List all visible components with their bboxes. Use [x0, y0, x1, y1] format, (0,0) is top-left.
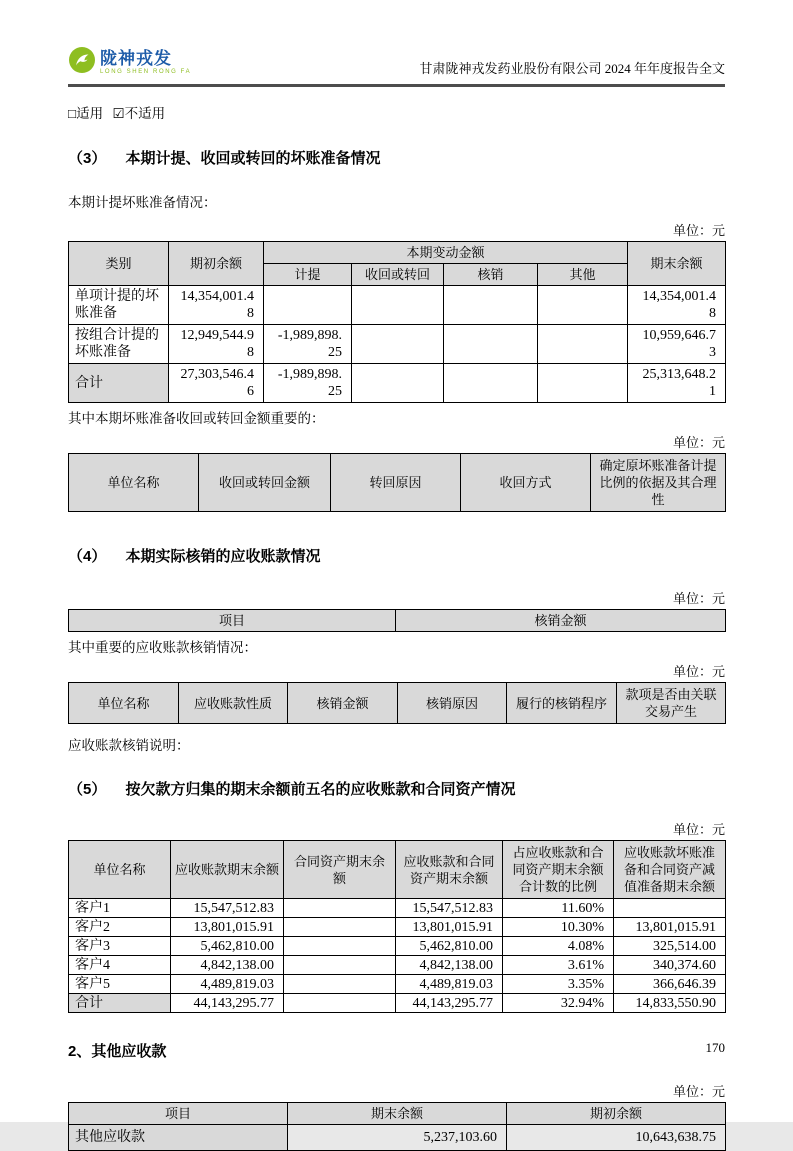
col-recover-amount: 收回或转回金额 — [199, 454, 331, 512]
row-category-total: 合计 — [69, 364, 169, 403]
col-other: 其他 — [538, 264, 628, 286]
cell-closing: 14,354,001.48 — [628, 286, 726, 325]
cell-customer: 客户1 — [69, 899, 171, 918]
cell-closing-value: 5,237,103.60 — [288, 1125, 507, 1151]
cell-value: 4,489,819.03 — [171, 975, 284, 994]
cell-other — [538, 325, 628, 364]
cell-value: 14,833,550.90 — [614, 994, 726, 1013]
unit-label: 单位：元 — [672, 435, 725, 450]
col-writeoff: 核销 — [444, 264, 538, 286]
section-4-note: 其中重要的应收账款核销情况： — [68, 640, 257, 655]
cell-customer: 客户3 — [69, 937, 171, 956]
section-heading-4 — [68, 545, 725, 566]
cell-percent: 11.60% — [503, 899, 614, 918]
cell-value: 15,547,512.83 — [171, 899, 284, 918]
table-header-row — [69, 610, 726, 632]
cell-value — [284, 994, 396, 1013]
section-3-number: （3） — [68, 150, 107, 167]
other-receivables-table — [68, 1102, 726, 1151]
cell-other — [538, 286, 628, 325]
cell-value: 5,462,810.00 — [171, 937, 284, 956]
col-closing-balance: 期末余额 — [288, 1103, 507, 1125]
report-header — [68, 46, 725, 87]
cell-closing: 25,313,648.21 — [628, 364, 726, 403]
logo-icon — [68, 46, 96, 79]
bad-debt-provision-table — [68, 241, 726, 403]
unit-label: 单位：元 — [672, 591, 725, 606]
recovery-reversal-table — [68, 453, 726, 512]
section-5-title: 按欠款方归集的期末余额前五名的应收账款和合同资产情况 — [125, 781, 516, 798]
cell-value — [284, 937, 396, 956]
col-opening-balance: 期初余额 — [169, 242, 264, 286]
col-receivable-nature: 应收账款性质 — [179, 683, 288, 724]
section-5-number: （5） — [68, 781, 107, 798]
actual-writeoff-table — [68, 609, 726, 632]
section-heading-5 — [68, 778, 725, 799]
cell-percent: 4.08% — [503, 937, 614, 956]
table-header-row — [69, 683, 726, 724]
row-category: 单项计提的坏账准备 — [69, 286, 169, 325]
col-reversal-reason: 转回原因 — [331, 454, 461, 512]
col-unit-name: 单位名称 — [69, 841, 171, 899]
table-row — [69, 1125, 726, 1151]
company-logo — [68, 46, 191, 79]
col-item: 项目 — [69, 610, 396, 632]
checkbox-applicable: □适用 — [68, 106, 104, 121]
cell-total-label: 合计 — [69, 994, 171, 1013]
cell-other — [538, 364, 628, 403]
cell-value: 13,801,015.91 — [396, 918, 503, 937]
cell-accrual — [264, 286, 352, 325]
cell-recover — [352, 286, 444, 325]
cell-value: 5,462,810.00 — [396, 937, 503, 956]
table-row — [69, 286, 726, 325]
cell-recover — [352, 325, 444, 364]
col-item: 项目 — [69, 1103, 288, 1125]
cell-writeoff — [444, 364, 538, 403]
unit-label: 单位：元 — [672, 664, 725, 679]
brand-text — [100, 50, 191, 75]
table-total-row — [69, 364, 726, 403]
cell-value: 4,842,138.00 — [396, 956, 503, 975]
cell-opening: 27,303,546.46 — [169, 364, 264, 403]
col-provision-closing: 应收账款坏账准备和合同资产减值准备期末余额 — [614, 841, 726, 899]
unit-label: 单位：元 — [672, 822, 725, 837]
col-accrual: 计提 — [264, 264, 352, 286]
col-pct-of-total: 占应收账款和合同资产期末余额合计数的比例 — [503, 841, 614, 899]
cell-percent: 3.35% — [503, 975, 614, 994]
cell-opening: 12,949,544.98 — [169, 325, 264, 364]
applicability-note — [68, 102, 725, 122]
table-header-row — [69, 454, 726, 512]
col-basis-rationale: 确定原坏账准备计提比例的依据及其合理性 — [591, 454, 726, 512]
row-category: 按组合计提的坏账准备 — [69, 325, 169, 364]
page-number: 170 — [705, 1040, 725, 1055]
table-row — [69, 325, 726, 364]
cell-value: 4,489,819.03 — [396, 975, 503, 994]
table-row — [69, 918, 726, 937]
cell-value: 340,374.60 — [614, 956, 726, 975]
cell-opening-value: 10,643,638.75 — [507, 1125, 726, 1151]
section-4-number: （4） — [68, 548, 107, 565]
cell-value — [284, 918, 396, 937]
cell-value — [284, 899, 396, 918]
table-row — [69, 956, 726, 975]
cell-value: 15,547,512.83 — [396, 899, 503, 918]
col-closing-balance: 期末余额 — [628, 242, 726, 286]
important-writeoff-table — [68, 682, 726, 724]
cell-customer: 客户4 — [69, 956, 171, 975]
cell-value: 44,143,295.77 — [171, 994, 284, 1013]
col-contract-asset-closing: 合同资产期末余额 — [284, 841, 396, 899]
col-unit-name: 单位名称 — [69, 683, 179, 724]
col-writeoff-reason: 核销原因 — [398, 683, 507, 724]
cell-percent: 3.61% — [503, 956, 614, 975]
table-row — [69, 899, 726, 918]
col-combined-closing: 应收账款和合同资产期末余额 — [396, 841, 503, 899]
cell-value — [284, 975, 396, 994]
cell-item-label: 其他应收款 — [69, 1125, 288, 1151]
cell-closing: 10,959,646.73 — [628, 325, 726, 364]
cell-accrual: -1,989,898.25 — [264, 325, 352, 364]
col-opening-balance: 期初余额 — [507, 1103, 726, 1125]
cell-writeoff — [444, 286, 538, 325]
cell-accrual: -1,989,898.25 — [264, 364, 352, 403]
brand-name-cn: 陇神戎发 — [100, 49, 172, 68]
unit-label: 单位：元 — [672, 1084, 725, 1099]
cell-percent: 10.30% — [503, 918, 614, 937]
cell-value — [284, 956, 396, 975]
col-writeoff-amount: 核销金额 — [288, 683, 398, 724]
cell-value: 44,143,295.77 — [396, 994, 503, 1013]
col-receivable-closing: 应收账款期末余额 — [171, 841, 284, 899]
section-3-title: 本期计提、收回或转回的坏账准备情况 — [125, 150, 381, 167]
cell-value: 4,842,138.00 — [171, 956, 284, 975]
cell-value — [614, 899, 726, 918]
col-unit-name: 单位名称 — [69, 454, 199, 512]
top5-receivables-table — [68, 840, 726, 1013]
cell-value: 13,801,015.91 — [614, 918, 726, 937]
col-writeoff-procedure: 履行的核销程序 — [507, 683, 617, 724]
table-total-row — [69, 994, 726, 1013]
table-header-row — [69, 1103, 726, 1125]
col-change-group: 本期变动金额 — [264, 242, 628, 264]
cell-value: 325,514.00 — [614, 937, 726, 956]
section-4-footnote: 应收账款核销说明： — [68, 738, 190, 753]
col-writeoff-amount: 核销金额 — [396, 610, 726, 632]
col-recover: 收回或转回 — [352, 264, 444, 286]
doc-title: 甘肃陇神戎发药业股份有限公司 2024 年年度报告全文 — [419, 61, 725, 76]
table-row — [69, 937, 726, 956]
brand-name-en: LONG SHEN RONG FA — [100, 69, 192, 75]
section-3-note: 其中本期坏账准备收回或转回金额重要的： — [68, 411, 325, 426]
col-category: 类别 — [69, 242, 169, 286]
cell-percent: 32.94% — [503, 994, 614, 1013]
cell-recover — [352, 364, 444, 403]
table-header-row — [69, 841, 726, 899]
cell-customer: 客户2 — [69, 918, 171, 937]
table-row — [69, 975, 726, 994]
unit-label: 单位：元 — [672, 223, 725, 238]
section-4-title: 本期实际核销的应收账款情况 — [125, 548, 321, 565]
section-heading-3 — [68, 147, 725, 168]
section-3-intro: 本期计提坏账准备情况： — [68, 195, 217, 210]
cell-customer: 客户5 — [69, 975, 171, 994]
cell-writeoff — [444, 325, 538, 364]
col-related-party: 款项是否由关联交易产生 — [617, 683, 726, 724]
cell-value: 13,801,015.91 — [171, 918, 284, 937]
cell-opening: 14,354,001.48 — [169, 286, 264, 325]
checkbox-not-applicable: ☑不适用 — [112, 106, 166, 121]
cell-value: 366,646.39 — [614, 975, 726, 994]
section-heading-other-receivables: 2、其他应收款 — [68, 1043, 167, 1060]
table-header-row — [69, 242, 726, 264]
col-recover-method: 收回方式 — [461, 454, 591, 512]
